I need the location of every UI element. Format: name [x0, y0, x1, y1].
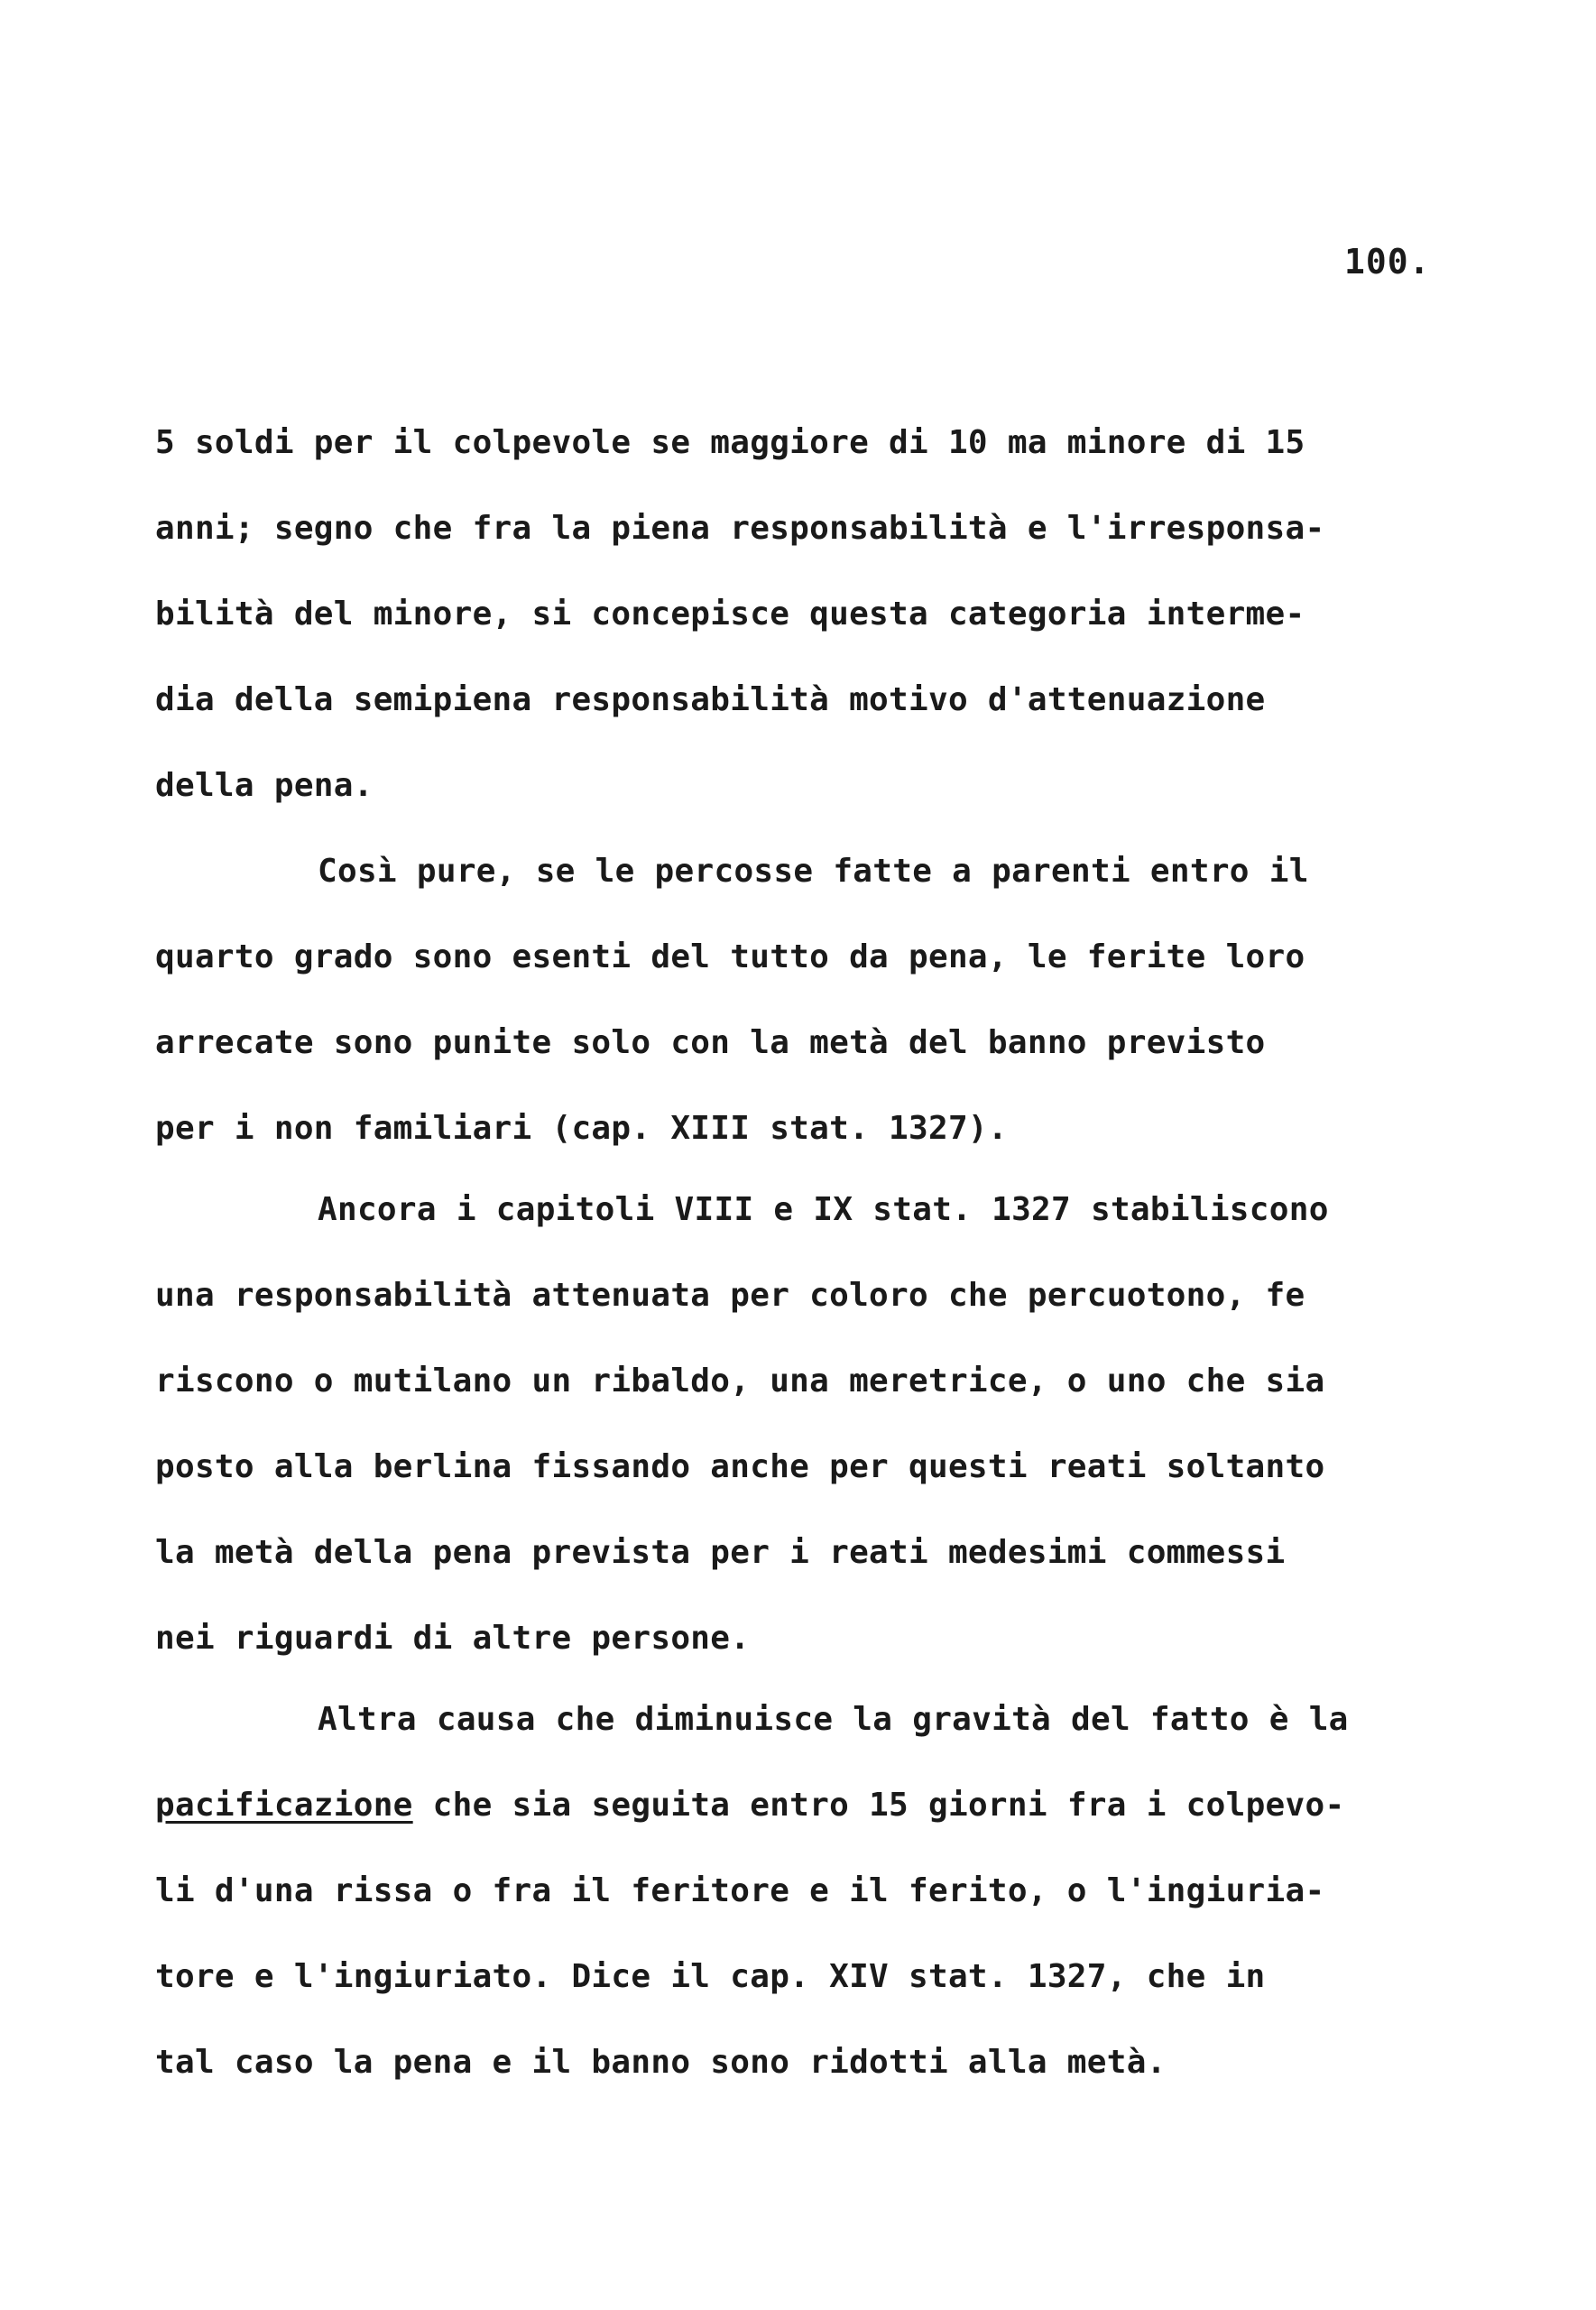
underlined-word: pacificazione	[155, 1787, 413, 1824]
paragraph-first-line: Altra causa che diminuisce la gravità del fatto è la	[318, 1701, 1349, 1738]
text-line: quarto grado sono esenti del tutto da pena, le ferite loro	[155, 938, 1305, 975]
text-line: tal caso la pena e il banno sono ridotti alla metà.	[155, 2044, 1167, 2081]
text-line: nei riguardi di altre persone.	[155, 1620, 751, 1657]
text-line: bilità del minore, si concepisce questa categoria interme-	[155, 596, 1305, 633]
text-line: riscono o mutilano un ribaldo, una meretrice, o uno che sia	[155, 1363, 1325, 1400]
text-line: anni; segno che fra la piena responsabilità e l'irresponsa-	[155, 510, 1325, 547]
text-line	[155, 1787, 1344, 1824]
text-line: li d'una rissa o fra il feritore e il ferito, o l'ingiuria-	[155, 1872, 1325, 1909]
paragraph-first-line: Così pure, se le percosse fatte a parenti entro il	[318, 853, 1309, 890]
page-number: 100.	[1344, 242, 1431, 282]
text-line: posto alla berlina fissando anche per questi reati soltanto	[155, 1448, 1325, 1485]
text-line: la metà della pena prevista per i reati medesimi commessi	[155, 1534, 1286, 1571]
text-line: tore e l'ingiuriato. Dice il cap. XIV stat. 1327, che in	[155, 1958, 1266, 1995]
text-line-rest: che sia seguita entro 15 giorni fra i colpevo-	[432, 1787, 1345, 1824]
text-line: arrecate sono punite solo con la metà del banno previsto	[155, 1024, 1266, 1061]
text-line: una responsabilità attenuata per coloro che percuotono, fe	[155, 1277, 1305, 1314]
text-line: dia della semipiena responsabilità motivo d'attenuazione	[155, 681, 1266, 718]
text-line: 5 soldi per il colpevole se maggiore di 10 ma minore di 15	[155, 424, 1305, 461]
paragraph-first-line: Ancora i capitoli VIII e IX stat. 1327 stabiliscono	[318, 1191, 1329, 1228]
text-line: per i non familiari (cap. XIII stat. 1327).	[155, 1110, 1008, 1147]
text-line: della pena.	[155, 767, 374, 804]
